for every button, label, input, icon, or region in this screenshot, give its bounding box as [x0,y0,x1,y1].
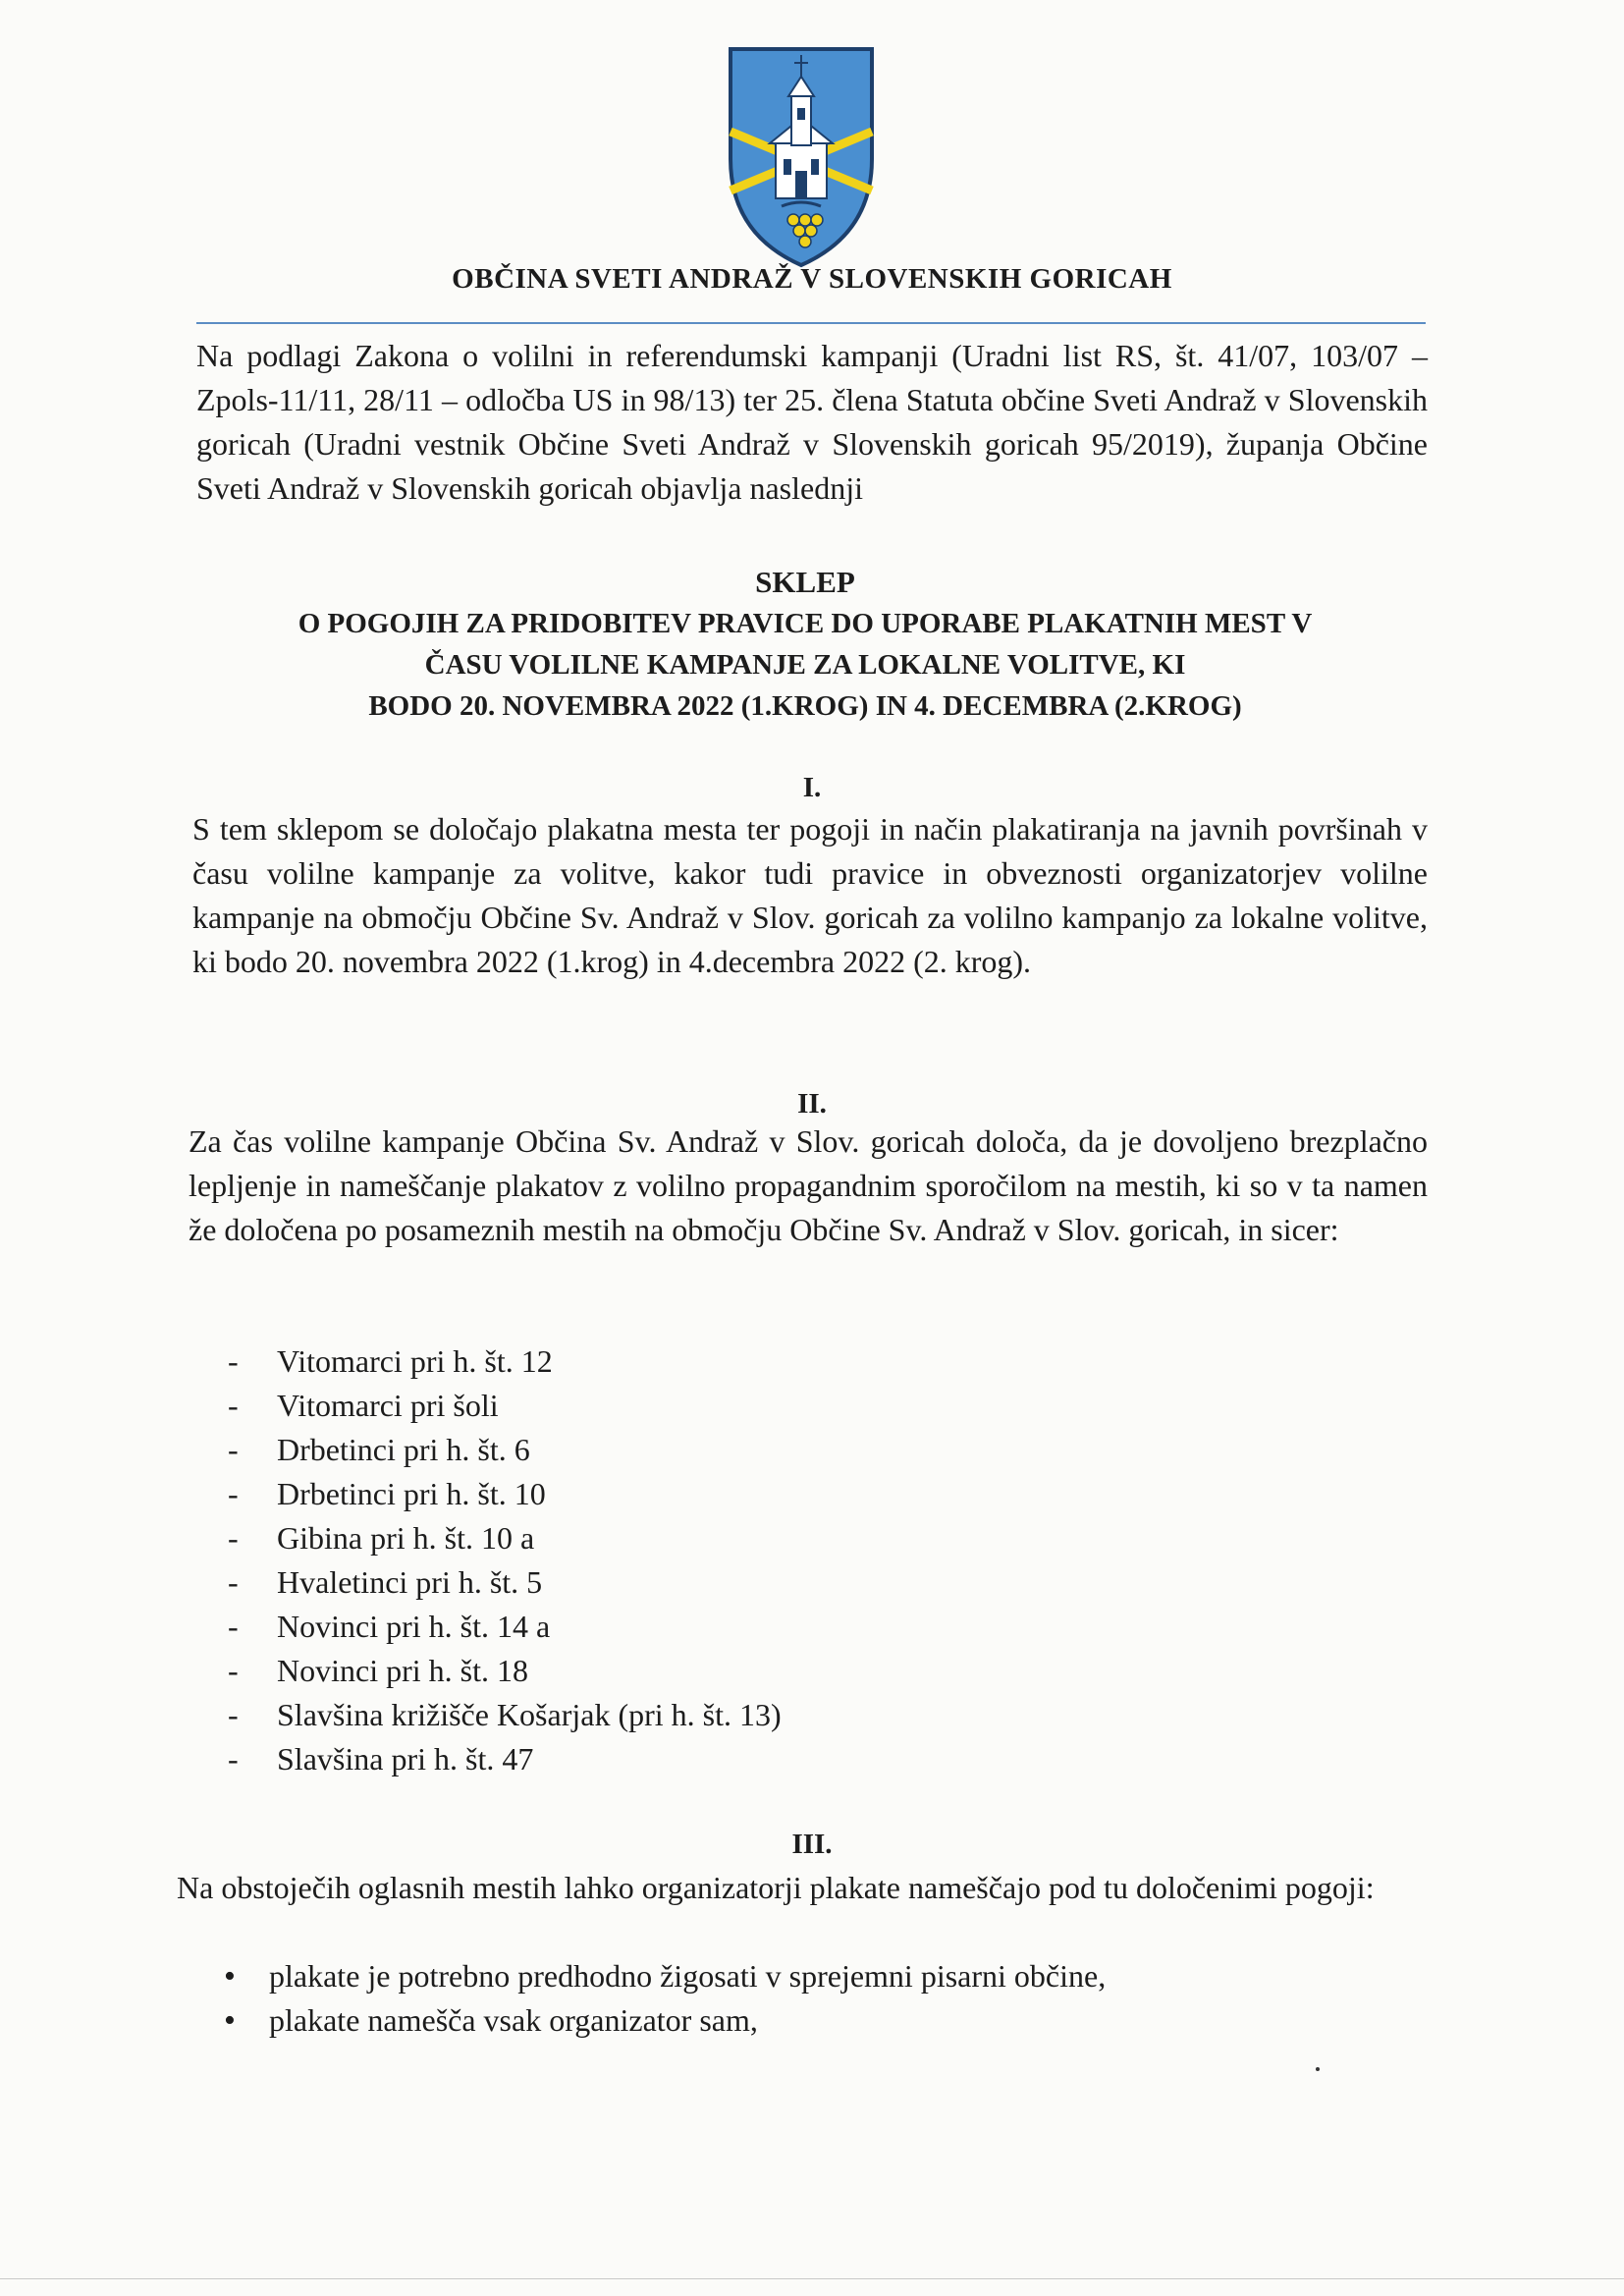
list-item: - Drbetinci pri h. št. 10 [228,1472,782,1516]
title-line-2: ČASU VOLILNE KAMPANJE ZA LOKALNE VOLITVE, KI [424,649,1186,681]
scan-speck [1316,2067,1320,2071]
list-item: - Slavšina križišče Košarjak (pri h. št. 13) [228,1693,782,1737]
section-3-text: Na obstoječih oglasnih mestih lahko organizatorji plakate nameščajo pod tu določenimi pogoji: [177,1870,1375,1905]
list-item: - Novinci pri h. št. 18 [228,1649,782,1693]
section-2-text: Za čas volilne kampanje Občina Sv. Andraž v Slov. goricah določa, da je dovoljeno brezplačno lepljenje in nameščanje plakatov z volilno propagandnim sporočilom na mestih, ki so v ta namen že določena po posameznih mestih na območju Občine Sv. Andraž v Slov. goricah, in sicer: [189,1123,1428,1247]
poster-locations-list [228,1339,782,1781]
section-number-1: I. [802,772,822,803]
document-title [216,562,1394,727]
section-number-2: II. [797,1088,827,1120]
coat-of-arms-icon [725,41,878,269]
list-item: - Vitomarci pri h. št. 12 [228,1339,782,1384]
organization-name: OBČINA SVETI ANDRAŽ V SLOVENSKIH GORICAH [452,263,1172,295]
list-item: • plakate namešča vsak organizator sam, [220,1998,1106,2043]
section-1-text: S tem sklepom se določajo plakatna mesta ter pogoji in način plakatiranja na javnih površinah v času volilne kampanje za volitve, kakor tudi pravice in obveznosti organizatorjev volilne kampanje na območju Občine Sv. Andraž v Slov. goricah za volilno kampanjo za lokalne volitve, ki bodo 20. novembra 2022 (1.krog) in 4.decembra 2022 (2. krog). [192,811,1428,979]
list-item: - Slavšina pri h. št. 47 [228,1737,782,1781]
conditions-list [220,1954,1106,2043]
list-item: - Gibina pri h. št. 10 a [228,1516,782,1560]
list-item: • plakate je potrebno predhodno žigosati v sprejemni pisarni občine, [220,1954,1106,1998]
title-heading: SKLEP [755,565,855,599]
list-item: - Drbetinci pri h. št. 6 [228,1428,782,1472]
list-item: - Hvaletinci pri h. št. 5 [228,1560,782,1605]
list-item: - Vitomarci pri šoli [228,1384,782,1428]
intro-paragraph: Na podlagi Zakona o volilni in referendumski kampanji (Uradni list RS, št. 41/07, 103/07 – Zpols-11/11, 28/11 – odločba US in 98/13) ter 25. člena Statuta občine Sveti Andraž v Slovenskih goricah (Uradni vestnik Občine Sveti Andraž v Slovenskih goricah 95/2019), županja Občine Sveti Andraž v Slovenskih goricah objavlja naslednji [196,338,1428,506]
list-item: - Novinci pri h. št. 14 a [228,1605,782,1649]
title-line-3: BODO 20. NOVEMBRA 2022 (1.KROG) IN 4. DECEMBRA (2.KROG) [368,690,1242,722]
section-number-3: III. [791,1829,833,1860]
scan-edge-line [0,2278,1624,2279]
title-line-1: O POGOJIH ZA PRIDOBITEV PRAVICE DO UPORABE PLAKATNIH MEST V [298,608,1313,639]
header-divider [196,322,1426,324]
